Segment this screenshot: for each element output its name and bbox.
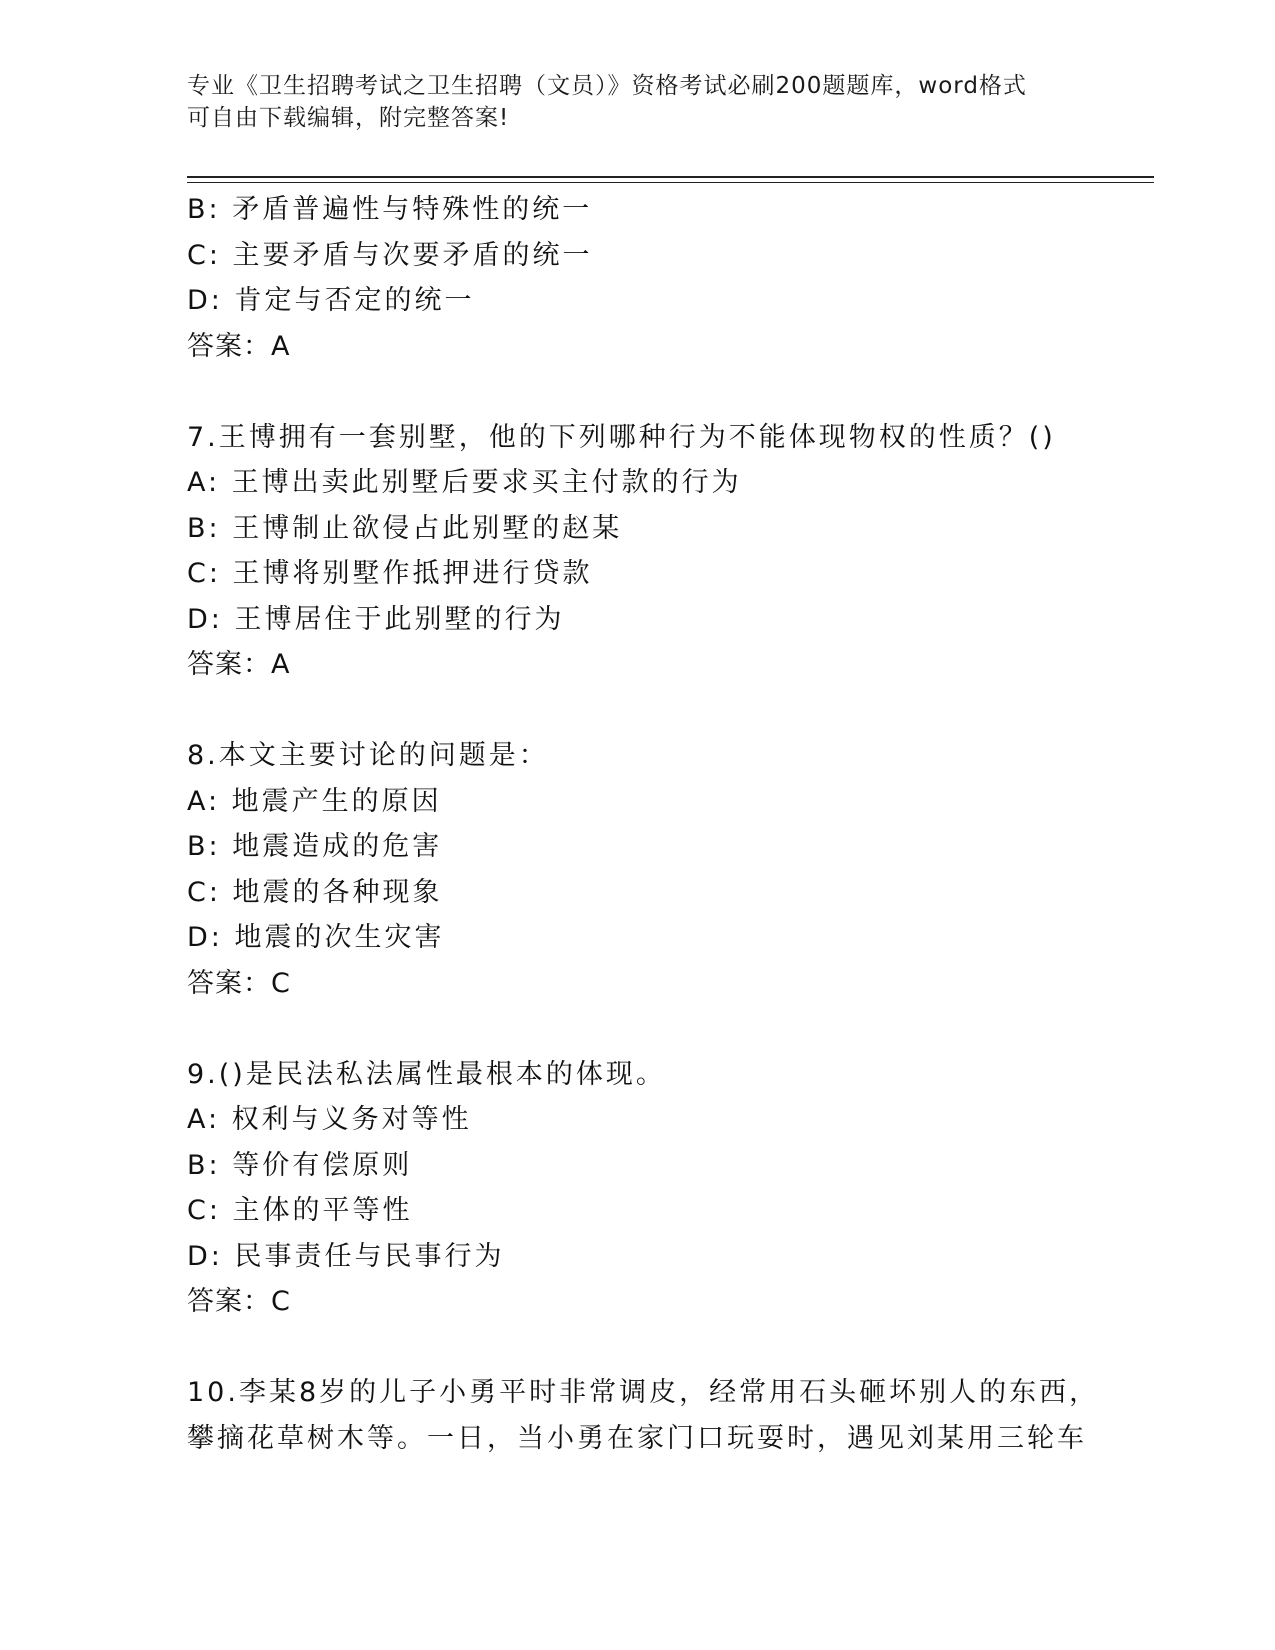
option-b: B: 等价有偿原则: [187, 1149, 413, 1181]
option-c: C: 主体的平等性: [187, 1195, 413, 1226]
option-c: C: 王博将别墅作抵押进行贷款: [187, 558, 593, 589]
question-stem-line-2: 攀摘花草树木等。一日，当小勇在家门口玩耍时，遇见刘某用三轮车: [187, 1422, 1087, 1454]
question-stem-line-1: 10.李某8岁的儿子小勇平时非常调皮，经常用石头砸坏别人的东西，: [187, 1377, 1100, 1408]
question-stem: 9.()是民法私法属性最根本的体现。: [187, 1058, 666, 1090]
option-d: D: 王博居住于此别墅的行为: [187, 603, 565, 635]
question-stem: 7.王博拥有一套别墅，他的下列哪种行为不能体现物权的性质？(): [187, 421, 1056, 453]
option-a: A: 王博出卖此别墅后要求买主付款的行为: [187, 467, 742, 498]
header-line-2: 可自由下载编辑，附完整答案!: [187, 105, 510, 131]
question-8: [187, 733, 1117, 1006]
answer: 答案：A: [187, 649, 291, 680]
question-9: [187, 1052, 1117, 1325]
option-d: D: 肯定与否定的统一: [187, 285, 475, 316]
answer: 答案：C: [187, 967, 291, 999]
answer: 答案：C: [187, 1286, 291, 1317]
question-6-continued: [187, 187, 1117, 369]
option-a: A: 地震产生的原因: [187, 785, 442, 817]
header-divider-thick: [187, 176, 1154, 178]
question-7: [187, 415, 1117, 688]
option-c: C: 地震的各种现象: [187, 876, 443, 908]
option-a: A: 权利与义务对等性: [187, 1104, 472, 1135]
question-list: [187, 187, 1117, 1461]
document-header: [187, 70, 1067, 134]
header-line-1: 专业《卫生招聘考试之卫生招聘（文员）》资格考试必刷200题题库，word格式: [187, 73, 1027, 99]
option-d: D: 地震的次生灾害: [187, 922, 445, 953]
option-d: D: 民事责任与民事行为: [187, 1240, 505, 1272]
option-b: B: 矛盾普遍性与特殊性的统一: [187, 194, 593, 225]
option-c: C: 主要矛盾与次要矛盾的统一: [187, 239, 593, 271]
option-b: B: 地震造成的危害: [187, 831, 443, 862]
header-divider-thin: [187, 182, 1154, 183]
option-b: B: 王博制止欲侵占此别墅的赵某: [187, 512, 623, 544]
answer: 答案：A: [187, 330, 291, 362]
question-stem: 8.本文主要讨论的问题是：: [187, 740, 549, 771]
question-10: [187, 1370, 1117, 1461]
